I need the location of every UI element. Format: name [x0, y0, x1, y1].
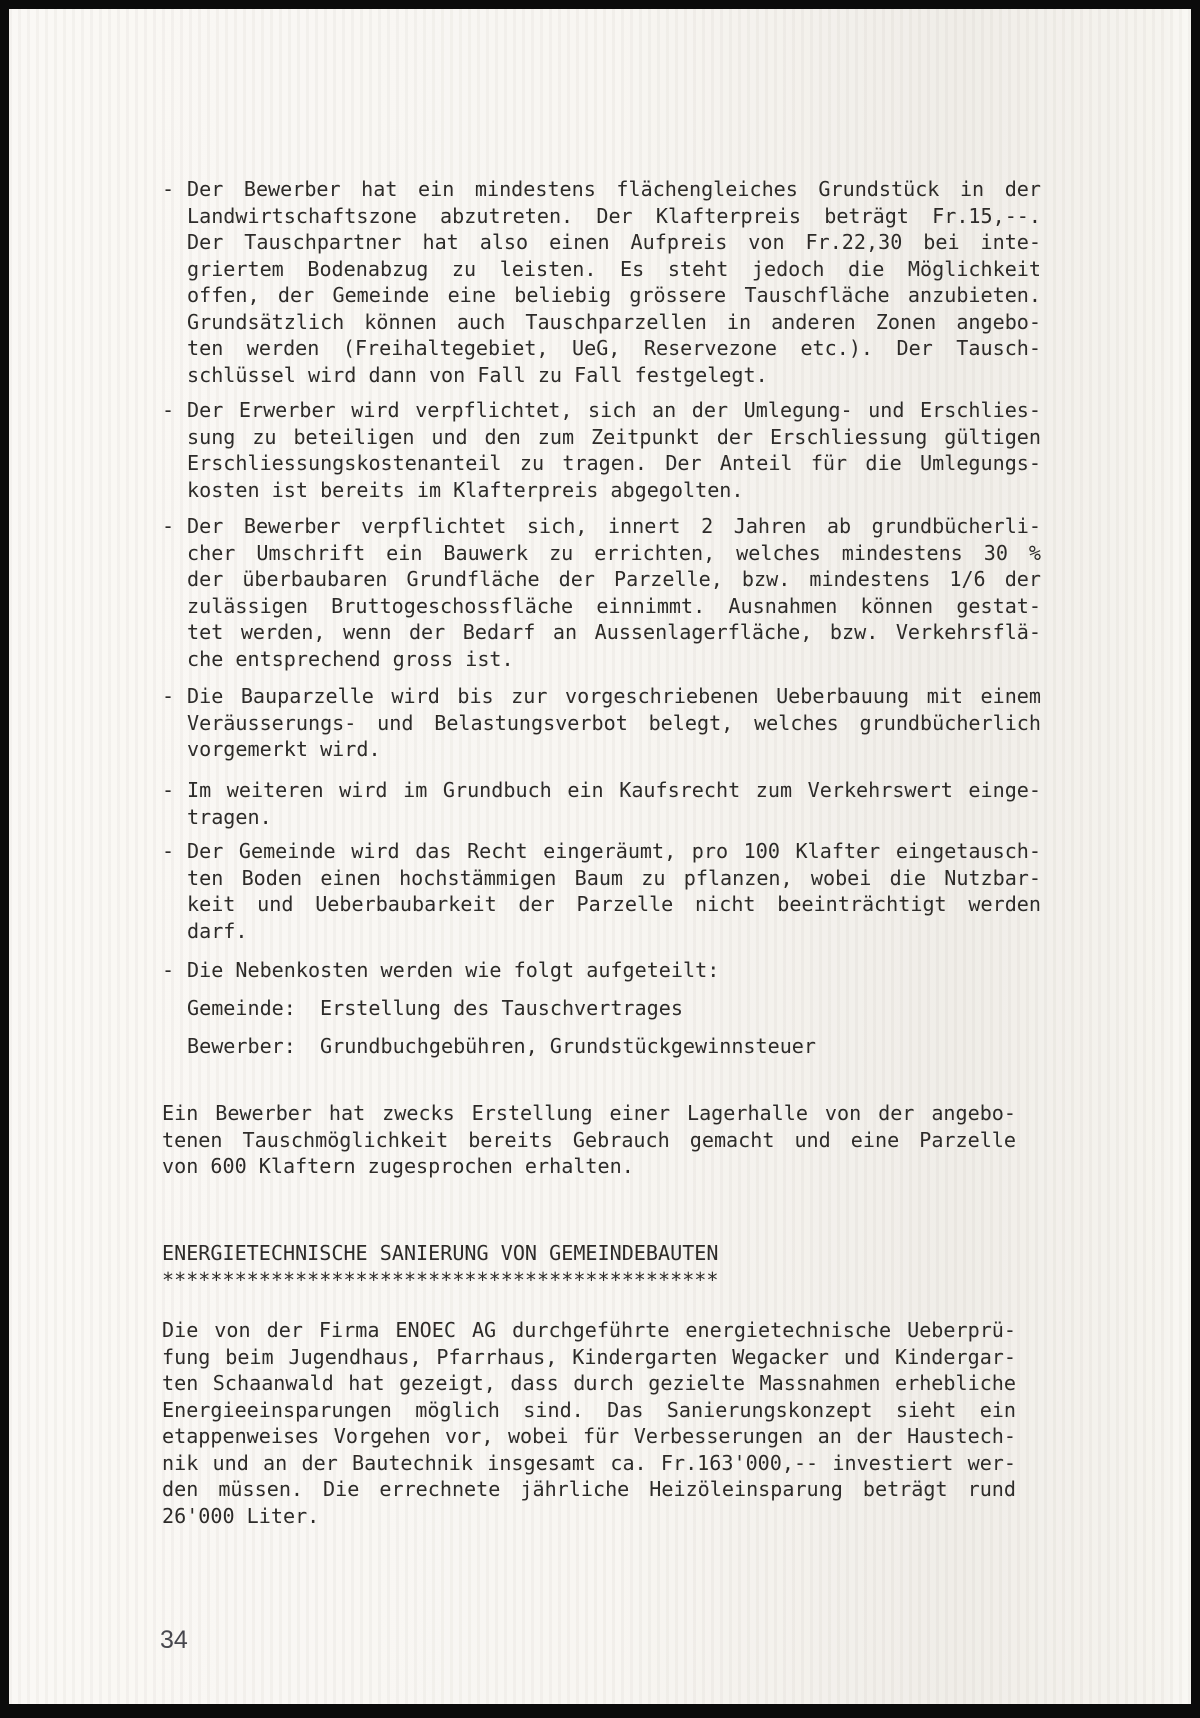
- cost-split-row-bewerber: [162, 1033, 1041, 1060]
- text-line: tragen.: [187, 804, 272, 829]
- bullet-text: [187, 176, 1041, 388]
- bullet-dash: -: [162, 958, 175, 982]
- text-line: Der Erwerber wird verpflichtet, sich an der Umlegung- und Erschlies-: [187, 398, 1041, 422]
- section-underline: **********************************************: [162, 1267, 719, 1292]
- text-line: offen, der Gemeinde eine beliebig grössere Tauschfläche anzubieten.: [187, 283, 1041, 307]
- bullet-item-baum: [162, 838, 1041, 944]
- bullet-dash: -: [162, 177, 175, 201]
- bullet-dash: -: [162, 514, 175, 538]
- bullet-item-erwerber: [162, 397, 1041, 503]
- text-line: ten Schaanwald hat gezeigt, dass durch gezielte Massnahmen erhebliche: [162, 1371, 1016, 1395]
- text-line: Der Bewerber verpflichtet sich, innert 2 Jahren ab grundbücherli-: [187, 514, 1041, 538]
- bullet-text: [187, 683, 1041, 763]
- text-line: che entsprechend gross ist.: [187, 646, 514, 671]
- paragraph-lagerhalle: [162, 1100, 1016, 1180]
- bullet-item-kaufsrecht: [162, 777, 1041, 830]
- section-heading: [162, 1240, 1016, 1293]
- cost-split-label: Bewerber:: [187, 1034, 296, 1058]
- text-line: schlüssel wird dann von Fall zu Fall festgelegt.: [187, 362, 768, 387]
- bullet-dash: -: [162, 778, 175, 802]
- cost-split-value: Grundbuchgebühren, Grundstückgewinnsteuer: [320, 1034, 816, 1058]
- scan-border-left: [0, 0, 9, 1718]
- text-line: Die Nebenkosten werden wie folgt aufgeteilt:: [187, 958, 720, 982]
- bullet-dash: -: [162, 398, 175, 422]
- text-line: kosten ist bereits im Klafterpreis abgegolten.: [187, 477, 744, 502]
- text-line: Der Tauschpartner hat also einen Aufpreis von Fr.22,30 bei inte-: [187, 230, 1041, 254]
- cost-split-row-gemeinde: [162, 995, 1041, 1022]
- text-column: [162, 0, 1041, 1718]
- text-line: keit und Ueberbaubarkeit der Parzelle nicht beeinträchtigt werden: [187, 892, 1041, 916]
- paragraph-text: [162, 1100, 1016, 1180]
- text-line: 26'000 Liter.: [162, 1503, 320, 1528]
- bullet-item-grundstueck: [162, 176, 1041, 388]
- text-line: Die von der Firma ENOEC AG durchgeführte energietechnische Ueberprü-: [162, 1318, 1016, 1342]
- text-line: Landwirtschaftszone abzutreten. Der Klafterpreis beträgt Fr.15,--.: [187, 203, 1041, 228]
- bullet-item-bauwerk: [162, 513, 1041, 672]
- page-number: 34: [160, 1626, 188, 1654]
- cost-split-label: Gemeinde:: [187, 996, 296, 1020]
- bullet-text: [187, 838, 1041, 944]
- text-line: Grundsätzlich können auch Tauschparzellen in anderen Zonen angebo-: [187, 309, 1041, 334]
- text-line: vorgemerkt wird.: [187, 737, 381, 761]
- text-line: nik und an der Bautechnik insgesamt ca. Fr.163'000,-- investiert wer-: [162, 1450, 1016, 1475]
- text-line: Veräusserungs- und Belastungsverbot belegt, welches grundbücherlich: [187, 710, 1041, 735]
- text-line: griertem Bodenabzug zu leisten. Es steht jedoch die Möglichkeit: [187, 256, 1041, 281]
- text-line: der überbaubaren Grundfläche der Parzelle, bzw. mindestens 1/6 der: [187, 567, 1041, 591]
- text-line: tenen Tauschmöglichkeit bereits Gebrauch gemacht und eine Parzelle: [162, 1127, 1016, 1152]
- text-line: darf.: [187, 918, 248, 943]
- text-line: Der Gemeinde wird das Recht eingeräumt, pro 100 Klafter eingetausch-: [187, 839, 1041, 863]
- text-line: fung beim Jugendhaus, Pfarrhaus, Kindergarten Wegacker und Kindergar-: [162, 1344, 1016, 1369]
- text-line: Die Bauparzelle wird bis zur vorgeschriebenen Ueberbauung mit einem: [187, 684, 1041, 708]
- bullet-item-nebenkosten: [162, 957, 1041, 984]
- text-line: ten werden (Freihaltegebiet, UeG, Reservezone etc.). Der Tausch-: [187, 336, 1041, 360]
- text-line: zulässigen Bruttogeschossfläche einnimmt. Ausnahmen können gestat-: [187, 593, 1041, 618]
- text-line: sung zu beteiligen und den zum Zeitpunkt der Erschliessung gültigen: [187, 424, 1041, 449]
- text-line: Im weiteren wird im Grundbuch ein Kaufsrecht zum Verkehrswert einge-: [187, 778, 1041, 802]
- text-line: den müssen. Die errechnete jährliche Heizöleinsparung beträgt rund: [162, 1477, 1016, 1501]
- bullet-item-bauparzelle: [162, 683, 1041, 763]
- text-line: Ein Bewerber hat zwecks Erstellung einer Lagerhalle von der angebo-: [162, 1101, 1016, 1125]
- text-line: von 600 Klaftern zugesprochen erhalten.: [162, 1154, 634, 1178]
- text-line: ten Boden einen hochstämmigen Baum zu pflanzen, wobei die Nutzbar-: [187, 865, 1041, 890]
- paragraph-sanierung: [162, 1317, 1016, 1529]
- section-title: ENERGIETECHNISCHE SANIERUNG VON GEMEINDEBAUTEN: [162, 1241, 719, 1265]
- scan-border-right: [1191, 0, 1200, 1718]
- bullet-text: [187, 777, 1041, 830]
- text-line: Der Bewerber hat ein mindestens flächengleiches Grundstück in der: [187, 177, 1041, 201]
- text-line: tet werden, wenn der Bedarf an Aussenlagerfläche, bzw. Verkehrsflä-: [187, 620, 1041, 644]
- bullet-dash: -: [162, 684, 175, 708]
- text-line: Energieeinsparungen möglich sind. Das Sanierungskonzept sieht ein: [162, 1397, 1016, 1422]
- bullet-text: [187, 957, 1041, 984]
- paragraph-text: [162, 1317, 1016, 1529]
- bullet-text: [187, 513, 1041, 672]
- bullet-dash: -: [162, 839, 175, 863]
- cost-split-value: Erstellung des Tauschvertrages: [320, 996, 683, 1020]
- text-line: Erschliessungskostenanteil zu tragen. Der Anteil für die Umlegungs-: [187, 451, 1041, 475]
- bullet-text: [187, 397, 1041, 503]
- text-line: cher Umschrift ein Bauwerk zu errichten, welches mindestens 30 %: [187, 540, 1041, 565]
- text-line: etappenweises Vorgehen vor, wobei für Verbesserungen an der Haustech-: [162, 1424, 1016, 1448]
